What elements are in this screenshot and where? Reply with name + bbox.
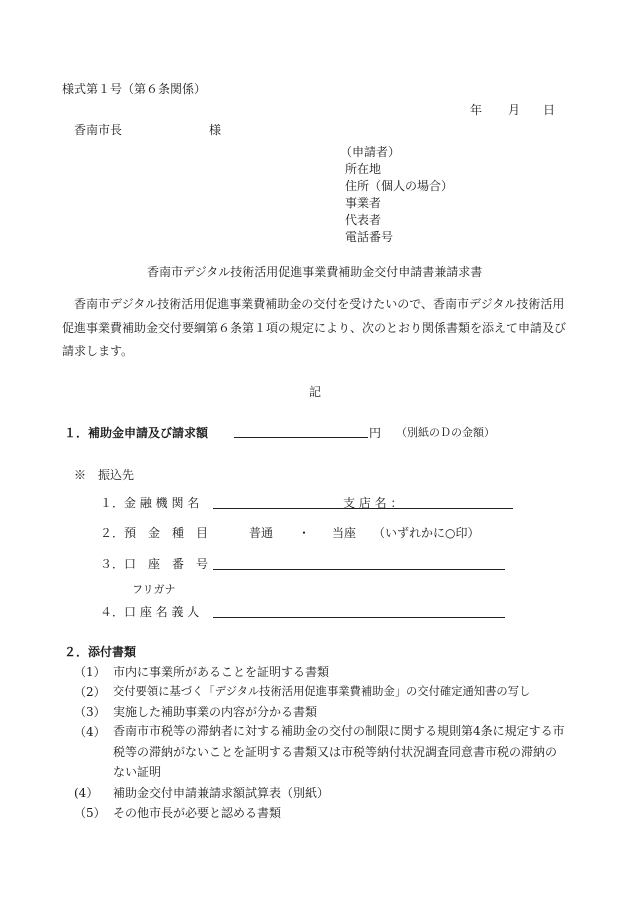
deposit-note: （いずれかに○印）	[373, 526, 480, 540]
recipient: 香南市長	[74, 123, 123, 137]
deposit-type-label: ２．預 金 種 目	[100, 526, 209, 540]
date-month: 月	[508, 103, 521, 117]
applicant-business: 事業者	[345, 196, 382, 210]
furigana-label: フリガナ	[132, 583, 176, 596]
attachment-text: その他市長が必要と認める書類	[113, 806, 282, 820]
attachment-text: 補助金交付申請兼請求額試算表（別紙）	[113, 786, 330, 800]
attachment-text: 交付要領に基づく「デジタル技術活用促進事業費補助金」の交付確定通知書の写し	[113, 685, 531, 698]
branch-name-label: 支 店 名 ：	[343, 496, 403, 510]
attachment-text: 香南市市税等の滞納者に対する補助金の交付の制限に関する規則第4条に規定する市税等の滞納がないことを証明する書類又は市税等納付状況調査同意書市税の滞納のない証明	[113, 724, 565, 779]
attachment-text: 市内に事業所があることを証明する書類	[113, 665, 330, 679]
applicant-phone: 電話番号	[345, 230, 394, 244]
date-day: 日	[543, 103, 556, 117]
applicant-representative: 代表者	[345, 213, 382, 227]
amount-underline	[234, 437, 368, 438]
attachment-text: 実施した補助事業の内容が分かる書類	[113, 705, 318, 719]
body-text: 香南市デジタル技術活用促進事業費補助金の交付を受けたいので、香南市デジタル技術活用促進事業費補助金交付要綱第６条第１項の規定により、次のとおり関係書類を添えて申請及び請求します。	[62, 297, 567, 358]
form-number: 様式第１号（第６条関係）	[62, 82, 207, 96]
amount-note: （別紙のＤの金額）	[396, 426, 495, 439]
document-title: 香南市デジタル技術活用促進事業費補助金交付申請書兼請求書	[147, 265, 483, 279]
honorific: 様	[209, 123, 222, 137]
attachment-num: (4）	[74, 786, 99, 800]
attachment-num: （4）	[74, 725, 106, 739]
section1-label: １．補助金申請及び請求額	[64, 426, 209, 440]
applicant-residence: 住所（個人の場合）	[345, 179, 454, 193]
deposit-option-current: 当座	[332, 526, 357, 540]
applicant-address: 所在地	[345, 162, 382, 176]
attachment-num: （1）	[74, 665, 106, 679]
section2-label: ２．添付書類	[64, 645, 137, 659]
applicant-label: （申請者）	[340, 145, 401, 159]
ki-mark: 記	[309, 385, 322, 399]
bank-name-label: １．金 融 機 関 名	[100, 496, 200, 510]
deposit-separator: ・	[298, 526, 311, 540]
account-number-label: ３．口 座 番 号	[100, 557, 209, 571]
account-holder-label: ４．口 座 名 義 人	[100, 605, 200, 619]
account-number-line	[213, 569, 505, 570]
transfer-heading: ※ 振込先	[74, 468, 135, 482]
attachment-num: （3）	[74, 705, 106, 719]
attachment-num: （2）	[74, 685, 106, 699]
attachment-num: （5）	[74, 806, 106, 820]
amount-unit: 円	[369, 426, 382, 440]
body-paragraph	[62, 293, 572, 364]
date-year: 年	[470, 103, 483, 117]
account-holder-line	[213, 617, 505, 618]
deposit-option-ordinary: 普通	[249, 526, 274, 540]
